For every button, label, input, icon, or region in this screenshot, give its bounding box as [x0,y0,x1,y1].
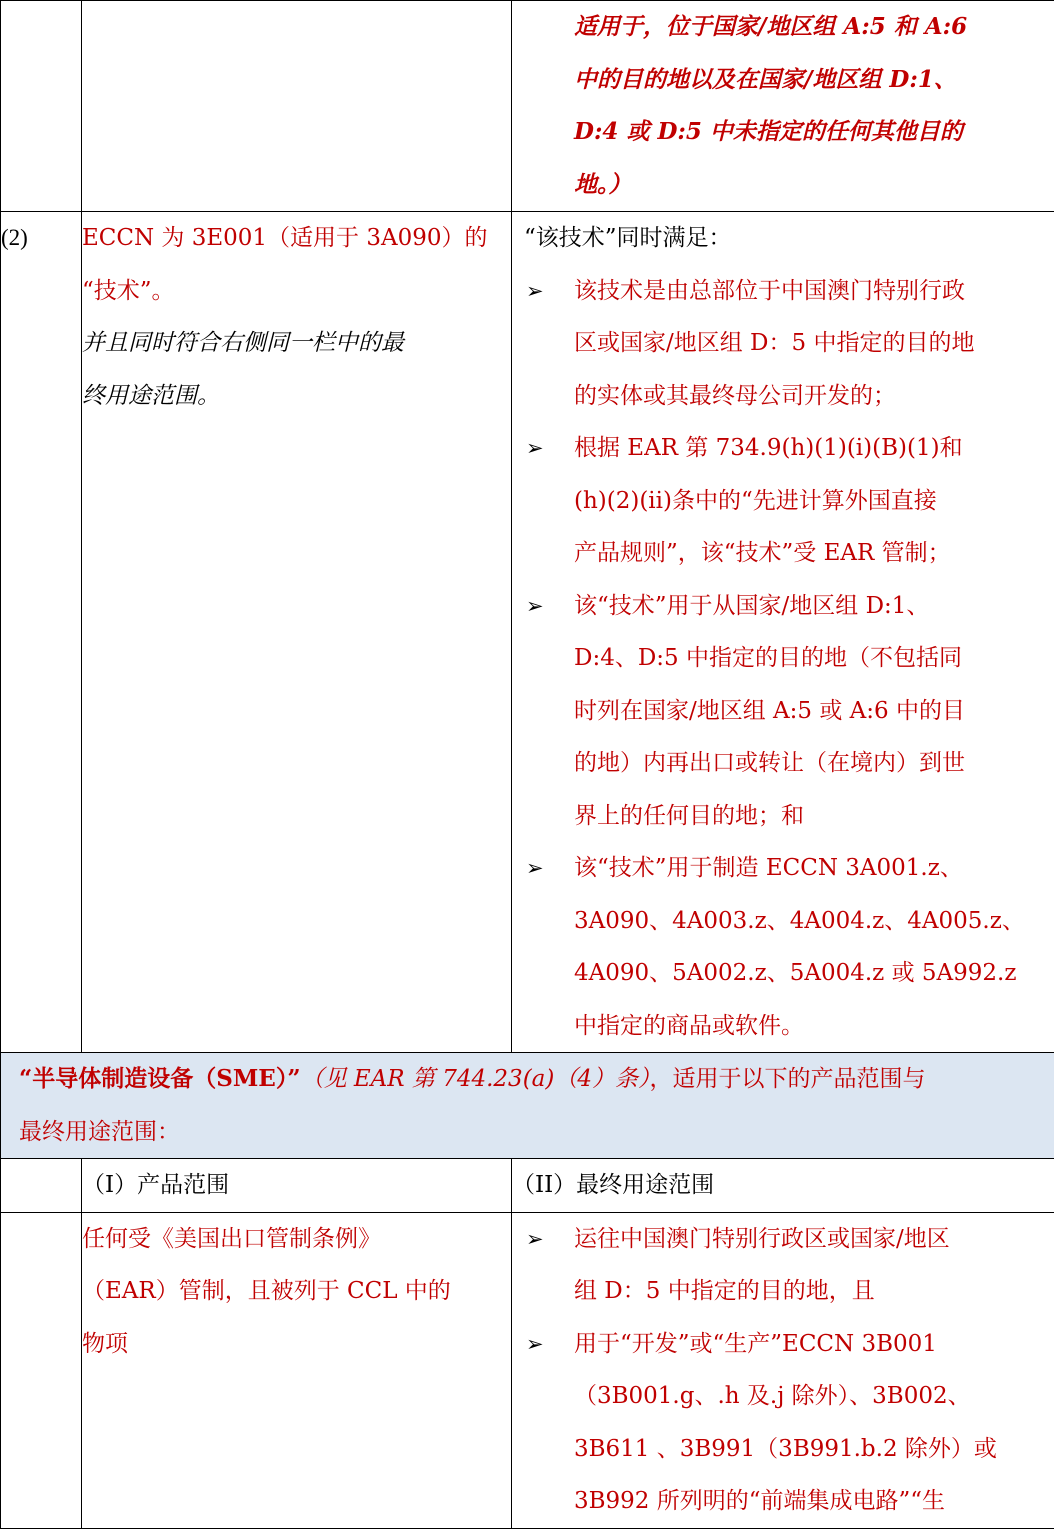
number-cell [1,1,82,212]
list-item [512,265,1054,423]
enduse-cell [512,1212,1054,1528]
condition-header: “该技术”同时满足： [524,225,732,251]
text-line: 界上的任何目的地；和 [574,802,804,829]
arrow-bullet-icon: ➢ [526,856,544,880]
enduse-cell [512,212,1054,1053]
text-line: 运往中国澳门特别行政区或国家/地区 [574,1225,950,1252]
text-line: 用于“开发”或“生产”ECCN 3B001 [574,1330,937,1357]
text-line: 该“技术”用于制造 ECCN 3A001.z、 [574,855,963,881]
product-cell [82,1,512,212]
text-line: 地。） [574,170,632,198]
text-line: 3B611 、3B991（3B991.b.2 除外）或 [574,1435,997,1462]
product-cell [82,212,512,1053]
text-line: D:4、D:5 中指定的目的地（不包括同 [574,645,962,671]
text-line: (h)(2)(ii)条中的“先进计算外国直接 [574,487,937,514]
text-line: 4A090、5A002.z、5A004.z 或 5A992.z [574,960,1017,986]
text-line: 并且同时符合右侧同一栏中的最 [82,330,404,356]
number-cell [1,1159,82,1213]
table-row [1,212,1054,1053]
text-line: 中的目的地以及在国家/地区组 D:1、 [574,65,957,93]
list-item [512,1213,1054,1318]
text-line: 物项 [82,1330,128,1357]
text-line: 根据 EAR 第 734.9(h)(1)(i)(B)(1)和 [574,435,963,461]
heading-line: 最终用途范围： [19,1118,180,1145]
text-line: 的地）内再出口或转让（在境内）到世 [574,750,965,776]
column-header-row [1,1159,1054,1213]
table-row [1,1,1054,212]
text-line: ECCN 为 3E001（适用于 3A090）的 [82,225,488,251]
text-line: 任何受《美国出口管制条例》 [82,1225,381,1252]
text-line: （3B001.g、.h 及.j 除外）、3B002、 [574,1383,971,1409]
arrow-bullet-icon: ➢ [526,1331,544,1356]
sme-heading-text: ，适用于以下的产品范围与 [649,1066,926,1092]
heading-line [19,1053,1040,1106]
text-line: “技术”。 [82,277,175,304]
list-item [512,1318,1054,1528]
text-line: 中指定的商品或软件。 [574,1012,804,1039]
text-line: 3A090、4A003.z、4A004.z、4A005.z、 [574,907,1025,934]
section-heading-row [1,1053,1054,1159]
row-number: (2) [1,212,82,1053]
text-line: 的实体或其最终母公司开发的； [574,382,896,409]
text-line: 终用途范围。 [82,382,220,409]
arrow-bullet-icon: ➢ [526,593,544,618]
arrow-bullet-icon: ➢ [526,436,544,460]
list-item [512,422,1054,580]
text-line: 产品规则”，该“技术”受 EAR 管制； [574,540,951,566]
text-line: 区或国家/地区组 D：5 中指定的目的地 [574,330,975,356]
list-item [512,842,1054,1052]
list-item [512,580,1054,843]
sme-section-heading [1,1053,1054,1159]
table-row [1,1212,1054,1528]
continued-text [512,1,1054,211]
product-cell [82,1212,512,1528]
arrow-bullet-icon: ➢ [526,1226,544,1251]
sme-title: “半导体制造设备（SME）” [19,1065,301,1092]
text-line: 适用于，位于国家/地区组 A:5 和 A:6 [574,13,968,40]
text-line: 时列在国家/地区组 A:5 或 A:6 中的目 [574,697,965,724]
enduse-cell [512,1,1054,212]
number-cell [1,1212,82,1528]
arrow-bullet-icon: ➢ [526,278,544,303]
text-line: D:4 或 D:5 中未指定的任何其他目的 [574,118,963,145]
text-line: 3B992 所列明的“前端集成电路”“生 [574,1488,946,1514]
enduse-scope-header: （II）最终用途范围 [512,1159,1054,1213]
text-line: 该“技术”用于从国家/地区组 D:1、 [574,592,930,619]
text-line: （EAR）管制，且被列于 CCL 中的 [82,1278,451,1304]
text-line: 该技术是由总部位于中国澳门特别行政 [574,277,965,304]
text-line: 组 D：5 中指定的目的地，且 [574,1278,875,1304]
product-scope-header: （I）产品范围 [82,1159,512,1213]
sme-reference: （见 EAR 第 744.23(a)（4）条） [300,1066,650,1092]
